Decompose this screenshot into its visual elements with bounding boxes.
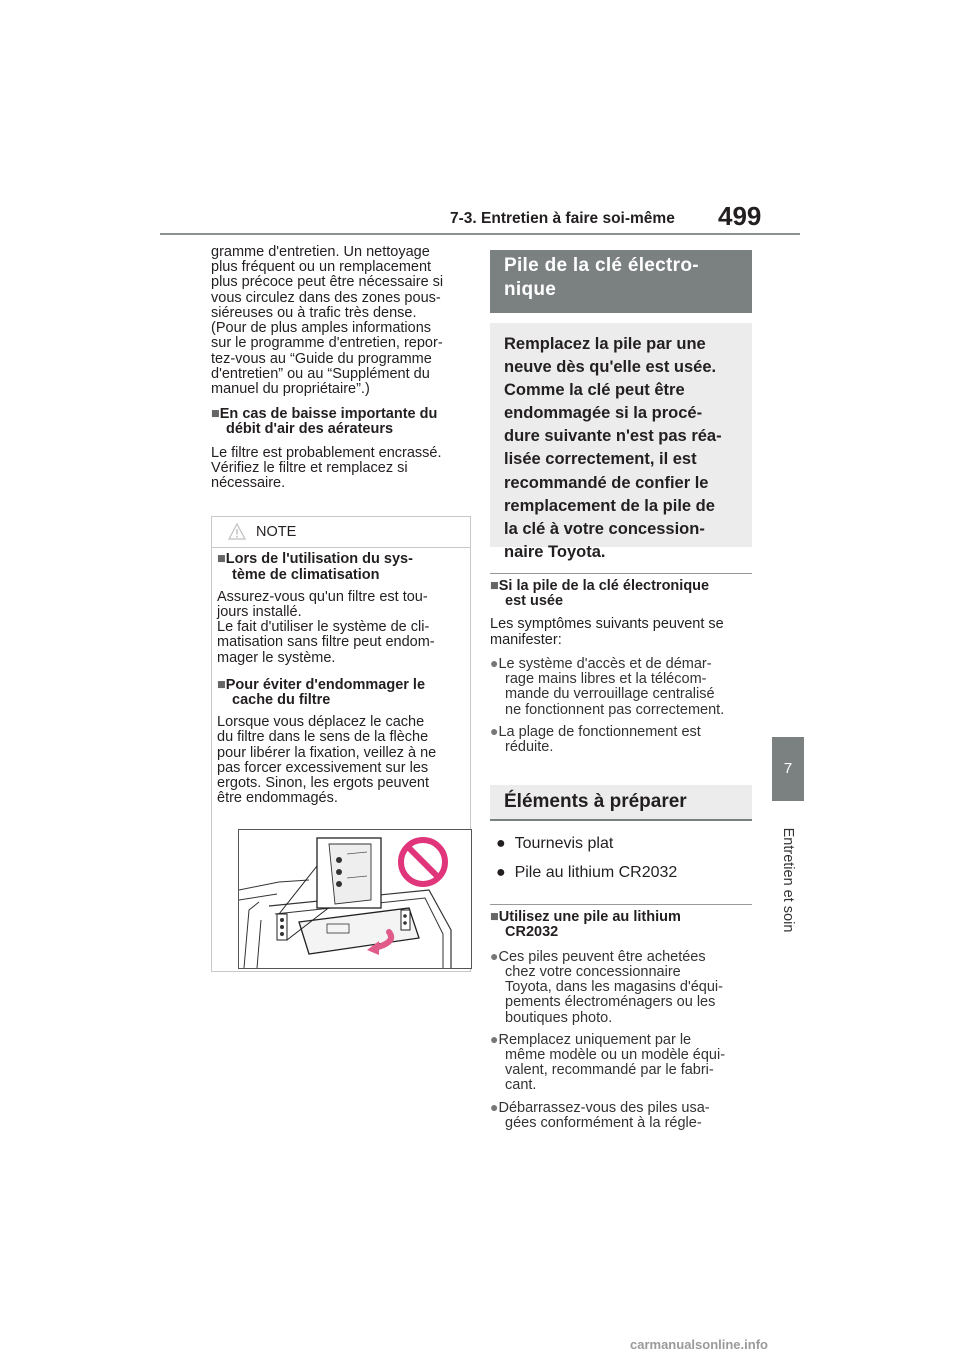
section-divider [490, 904, 752, 905]
bullet-dot-icon: ● [490, 947, 499, 964]
section-divider [490, 573, 752, 574]
battery-note-item: ●Ces piles peuvent être achetées chez votre concessionnaire Toyota, dans les magasins d'équi- pements électroménagers ou les boutiques photo. [490, 947, 723, 1026]
subhead-use-cr2032: ■Utilisez une pile au lithium CR2032 [490, 909, 681, 941]
key-battery-intro-panel: Remplacez la pile par une neuve dès qu'elle est usée. Comme la clé peut être endommagée si la procé- dure suivante n'est pas réa- lisée correctement, il est recommandé de confier le remplacement de la pile de la clé à votre concession- naire Toyota. [490, 323, 752, 547]
subhead-battery-worn: ■Si la pile de la clé électronique est usée [490, 578, 710, 610]
intro-paragraph: gramme d'entretien. Un nettoyage plus fréquent ou un remplacement plus précoce peut être nécessaire si vous circulez dans des zones pous- siéreuses ou à trafic très dense. (Pour de plus amples informations sur le programme d'entretien, repor- tez-vous au “Guide du programme d'entretien” ou au “Supplément du manuel du propriétaire”.) [211, 244, 444, 397]
bullet-dot-icon: ● [490, 722, 499, 739]
airflow-paragraph: Le filtre est probablement encrassé. Vérifiez le filtre et remplacez si nécessaire. [211, 444, 442, 492]
note-cover-text: Lorsque vous déplacez le cache du filtre dans le sens de la flèche pour libérer la fixation, veillez à ne pas forcer excessivement sur les ergots. Sinon, les ergots peuvent être endommagés. [217, 714, 437, 807]
header-rule [160, 233, 800, 235]
left-column [211, 245, 471, 972]
note-box [211, 516, 471, 972]
battery-note-item: ●Remplacez uniquement par le même modèle ou un modèle équi- valent, recommandé par le fabri- cant. [490, 1030, 726, 1094]
bullet-dot-icon: ● [490, 1030, 499, 1047]
symptom-item: ●La plage de fonctionnement est réduite. [490, 722, 701, 755]
elements-to-prepare-heading: Éléments à préparer [490, 785, 752, 821]
square-bullet-icon: ■ [490, 909, 499, 926]
warning-triangle-icon [228, 523, 246, 540]
page-number: 499 [718, 201, 762, 231]
square-bullet-icon: ■ [217, 676, 226, 693]
key-battery-title: Pile de la clé électro- nique [490, 250, 752, 313]
symptom-item: ●Le système d'accès et de démar- rage mains libres et la télécom- mande du verrouillage centralisé ne fonctionnent pas correctement. [490, 654, 725, 718]
bullet-dot-icon: ● [496, 864, 506, 882]
note-header [212, 517, 470, 548]
filter-cover-illustration [238, 829, 472, 969]
square-bullet-icon: ■ [490, 578, 499, 594]
battery-note-item: ●Débarrassez-vous des piles usa- gées conformément à la régle- [490, 1098, 710, 1131]
note-subhead-cover: ■Pour éviter d'endommager le cache du filtre [217, 676, 426, 709]
bullet-dot-icon: ● [490, 1098, 499, 1115]
symptoms-intro: Les symptômes suivants peuvent se manifester: [490, 616, 724, 648]
chapter-tab: 7 [772, 737, 804, 801]
chapter-label: Entretien et soin [780, 827, 796, 933]
tool-item: ● Pile au lithium CR2032 [496, 864, 678, 882]
note-aircon-text: Assurez-vous qu'un filtre est tou- jours installé. Le fait d'utiliser le système de cli- matisation sans filtre peut endom- mager le système. [217, 588, 435, 666]
chapter-label-container [776, 820, 800, 940]
section-title: 7-3. Entretien à faire soi-même [450, 210, 675, 227]
square-bullet-icon: ■ [211, 406, 220, 423]
tool-item: ● Tournevis plat [496, 835, 614, 853]
note-body [212, 548, 470, 806]
bullet-dot-icon: ● [490, 654, 499, 671]
bullet-dot-icon: ● [496, 835, 506, 853]
site-watermark: carmanualsonline.info [630, 1337, 768, 1352]
subhead-airflow: ■En cas de baisse importante du débit d'air des aérateurs [211, 406, 438, 438]
note-subhead-aircon: ■Lors de l'utilisation du sys- tème de climatisation [217, 551, 413, 583]
square-bullet-icon: ■ [217, 551, 226, 568]
right-column [490, 250, 752, 1131]
note-title: NOTE [256, 524, 297, 541]
